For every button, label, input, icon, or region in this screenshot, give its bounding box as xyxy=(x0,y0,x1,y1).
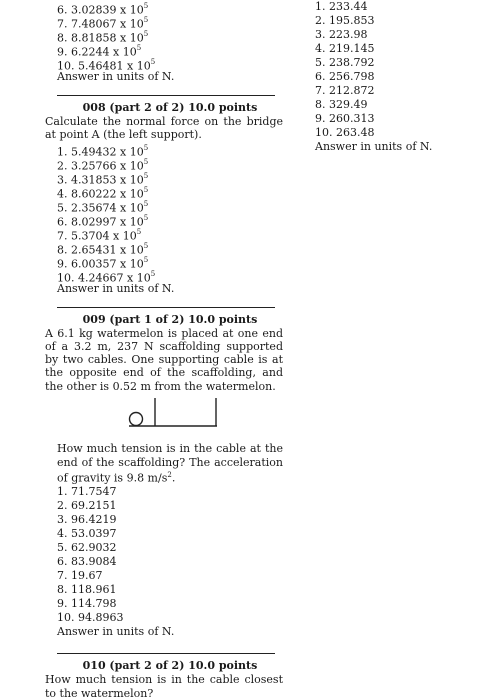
section-divider xyxy=(57,307,275,308)
section-divider xyxy=(57,653,275,654)
choice-item: 1. 5.49432 x $10^5$ xyxy=(57,143,149,159)
section-divider xyxy=(57,95,275,96)
watermelon-circle xyxy=(130,413,143,426)
problem-008-choices xyxy=(45,142,283,296)
choice-item: 8. 118.961 xyxy=(57,583,117,597)
problem-009-choices xyxy=(45,485,283,639)
choice-item: 3. 223.98 xyxy=(315,28,368,41)
problem-007-choices xyxy=(45,0,283,84)
right-column xyxy=(315,0,465,154)
choice-item: 10. 94.8963 xyxy=(57,611,124,625)
choice-item: 5. 2.35674 x $10^5$ xyxy=(57,199,149,215)
left-column xyxy=(45,0,283,700)
choice-item: 5. 238.792 xyxy=(315,56,375,69)
problem-009-question: How much tension is in the cable at the end of the scaffolding? The acceleration of gravity is 9.8 $m/s^2$. xyxy=(57,442,283,485)
choice-item: 3. 96.4219 xyxy=(57,513,117,527)
problem-009-text: A 6.1 kg watermelon is placed at one end of a 3.2 m, 237 N scaffolding supported by two cables. One supporting cable is at the opposite end of the scaffolding, and the other is 0.52 m from the watermelon. xyxy=(45,326,283,393)
scaffolding-figure xyxy=(45,395,283,431)
answer-units: Answer in units of N. xyxy=(315,140,433,153)
problem-010-text: How much tension is in the cable closest to the watermelon? xyxy=(45,673,283,700)
choice-item: 4. 8.60222 x $10^5$ xyxy=(57,185,149,201)
answer-units: Answer in units of N. xyxy=(57,70,175,83)
choice-item: 7. 5.3704 x $10^5$ xyxy=(57,227,142,243)
answer-units: Answer in units of N. xyxy=(57,625,175,639)
choice-item: 10. 263.48 xyxy=(315,126,375,139)
choice-item: 9. 6.00357 x $10^5$ xyxy=(57,255,149,271)
choice-item: 8. 329.49 xyxy=(315,98,368,111)
choice-item: 8. 2.65431 x $10^5$ xyxy=(57,241,149,257)
choice-item: 2. 195.853 xyxy=(315,14,375,27)
choice-item: 6. 8.02997 x $10^5$ xyxy=(57,213,149,229)
choice-item: 6. 256.798 xyxy=(315,70,375,83)
choice-item: 9. 114.798 xyxy=(57,597,117,611)
choice-item: 2. 3.25766 x $10^5$ xyxy=(57,157,149,173)
choice-item: 7. 7.48067 x $10^5$ xyxy=(57,16,149,31)
choice-item: 3. 4.31853 x $10^5$ xyxy=(57,171,149,187)
choice-item: 6. 83.9084 xyxy=(57,555,117,569)
problem-009-header: 009 (part 1 of 2) 10.0 points xyxy=(82,312,258,326)
choice-item: 2. 69.2151 xyxy=(57,499,117,513)
problem-008-header: 008 (part 2 of 2) 10.0 points xyxy=(82,101,258,114)
choice-item: 10. 4.24667 x $10^5$ xyxy=(57,269,156,285)
choice-item: 7. 19.67 xyxy=(57,569,103,583)
answer-units: Answer in units of N. xyxy=(57,281,175,295)
choice-item: 10. 5.46481 x $10^5$ xyxy=(57,58,156,73)
choice-item: 4. 53.0397 xyxy=(57,527,117,541)
choice-item: 9. 260.313 xyxy=(315,112,375,125)
choice-item: 8. 8.81858 x $10^5$ xyxy=(57,30,149,45)
problem-008-text: Calculate the normal force on the bridge at point A (the left support). xyxy=(45,115,283,142)
choice-item: 1. 71.7547 xyxy=(57,485,117,499)
choice-item: 1. 233.44 xyxy=(315,0,368,13)
choice-item: 7. 212.872 xyxy=(315,84,375,97)
choice-item: 6. 3.02839 x $10^5$ xyxy=(57,2,149,17)
choice-item: 4. 219.145 xyxy=(315,42,375,55)
problem-010-header: 010 (part 2 of 2) 10.0 points xyxy=(82,659,258,673)
choice-item: 9. 6.2244 x $10^5$ xyxy=(57,44,142,59)
choice-item: 5. 62.9032 xyxy=(57,541,117,555)
